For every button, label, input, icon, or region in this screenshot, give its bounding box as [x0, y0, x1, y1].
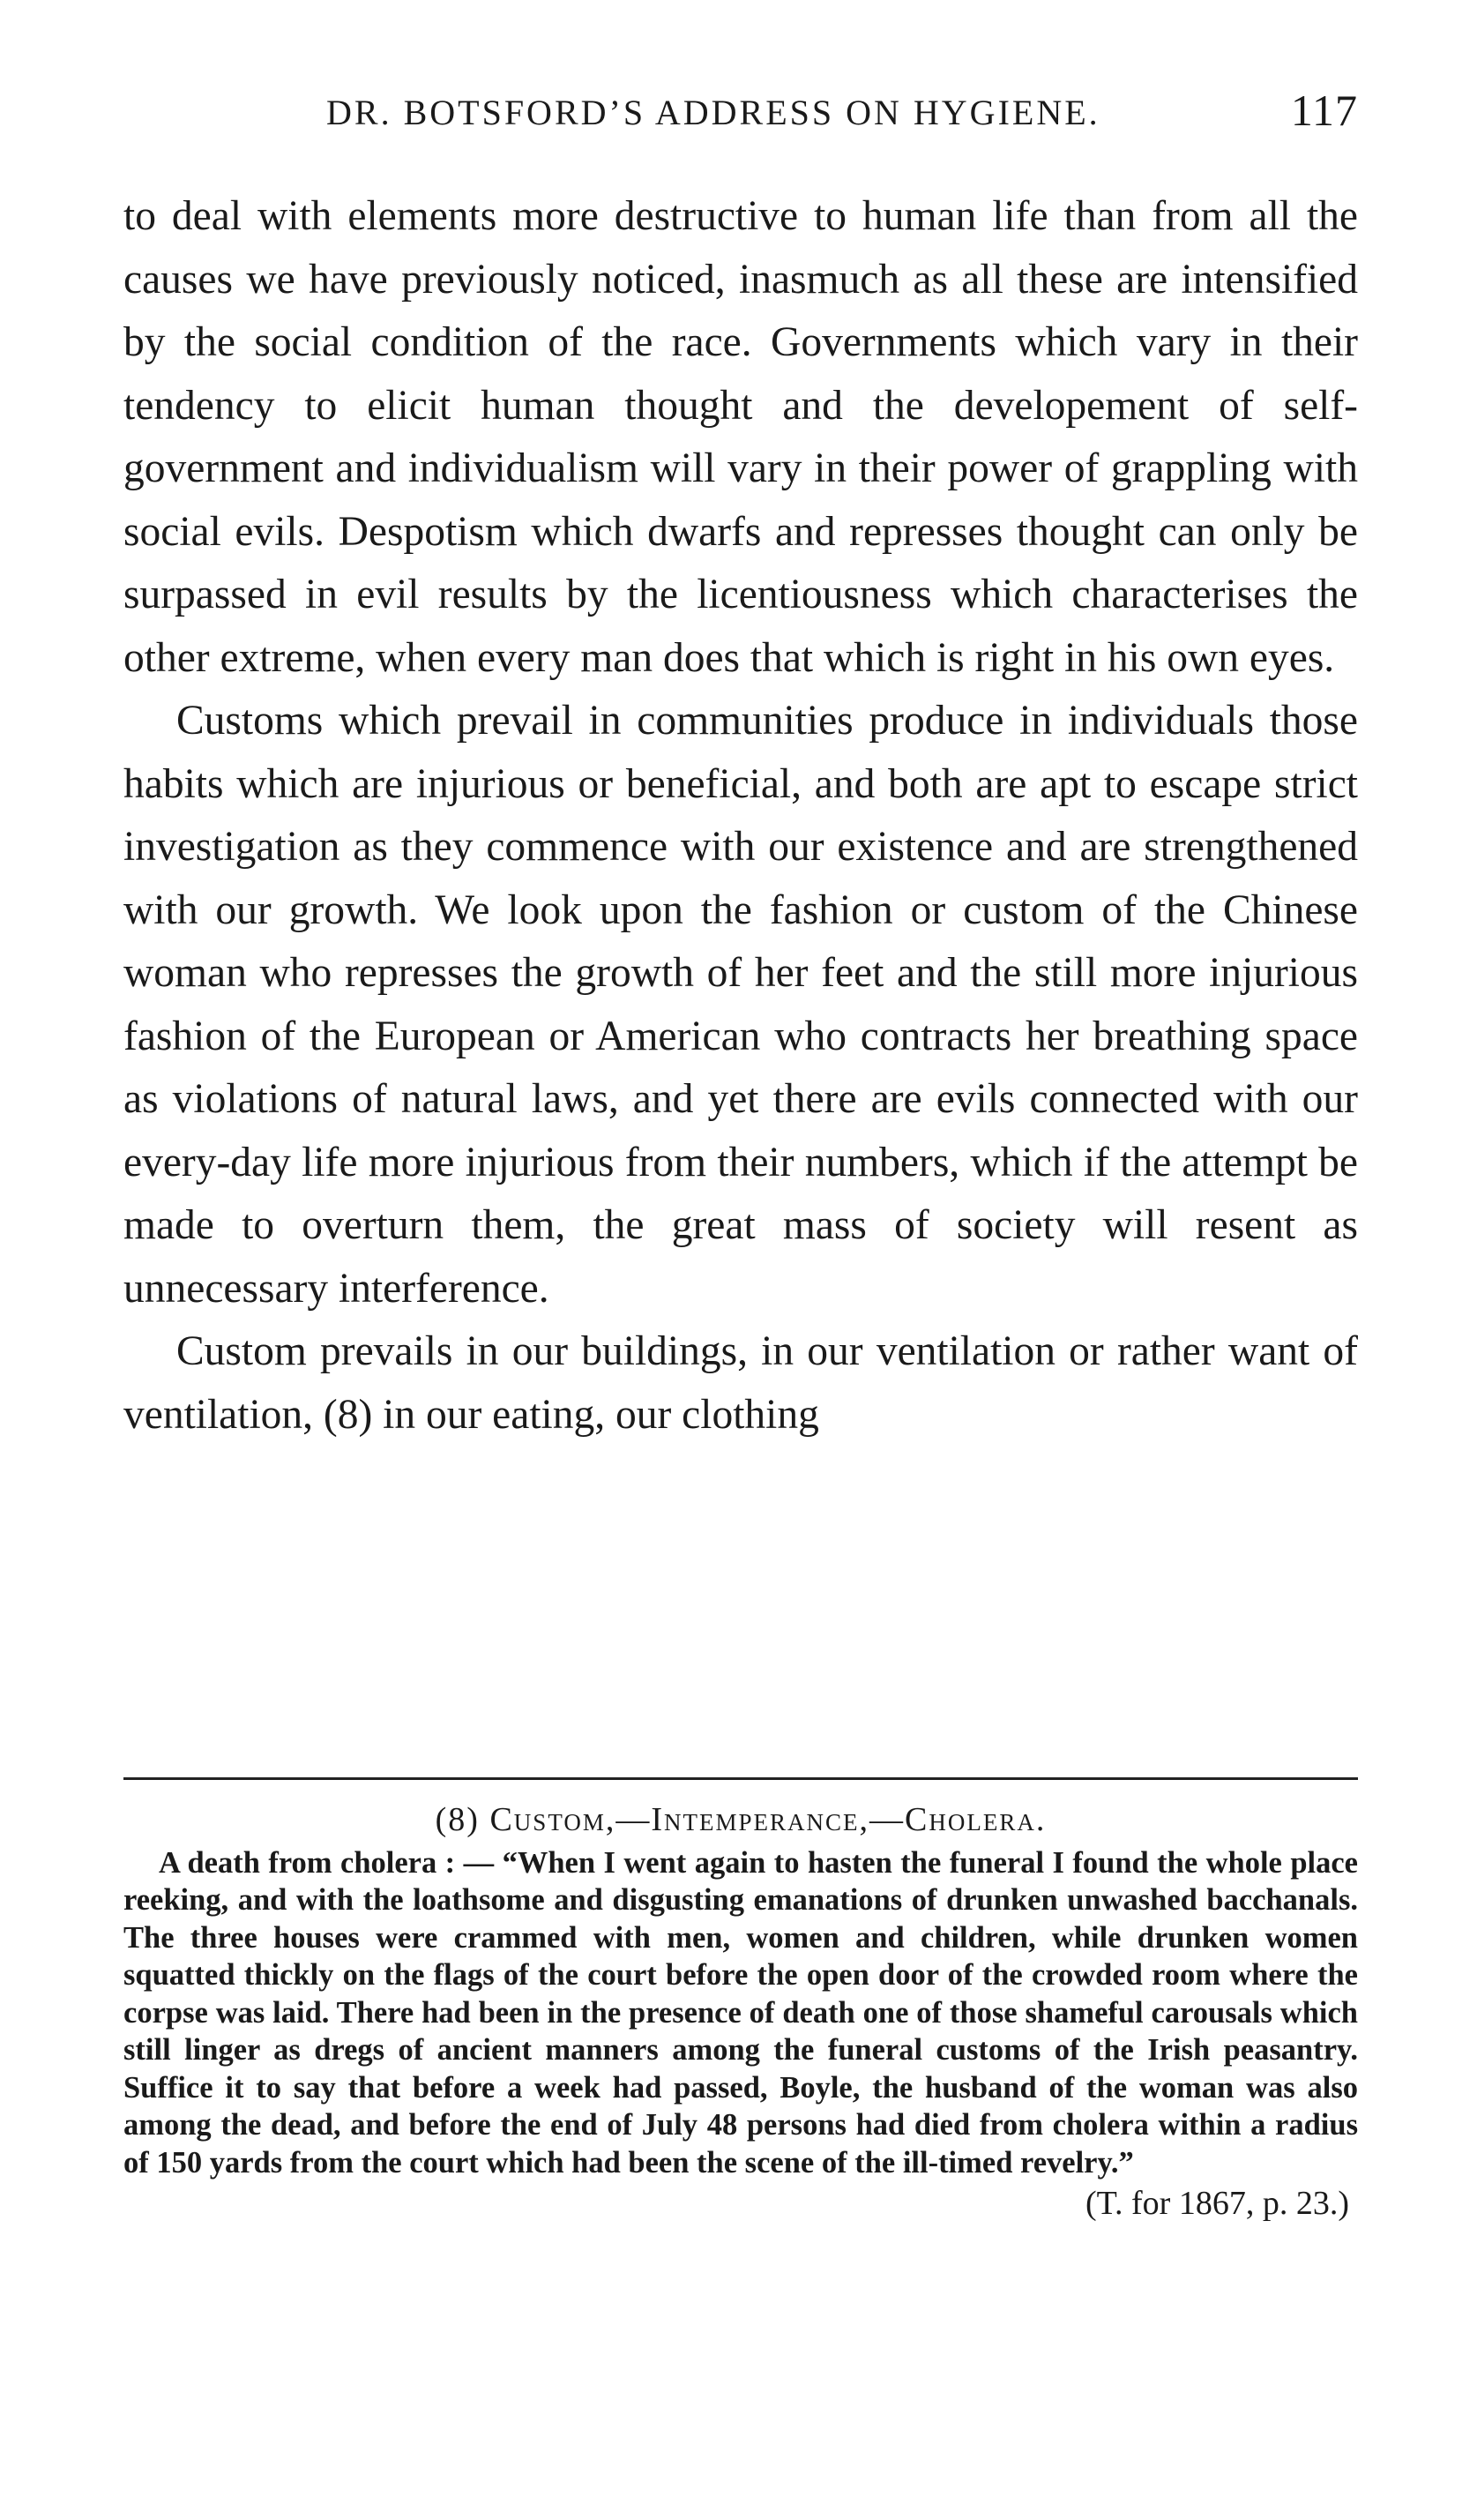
body-text	[123, 185, 1358, 1447]
footnote-source: (T. for 1867, p. 23.)	[1085, 2185, 1349, 2222]
page-number: 117	[1290, 86, 1358, 135]
paragraph: Customs which prevail in communities produce in individuals those habits which are injurious or beneficial, and both are apt to escape strict investigation as they commence with our existence and are strengthened with our growth. We look upon the fashion or custom of the Chinese woman who represses the growth of her feet and the still more injurious fashion of the European or American who contracts her breathing space as violations of natural laws, and yet there are evils connected with our every-day life more injurious from their numbers, which if the attempt be made to overturn them, the great mass of society will resent as unnecessary interference.	[123, 698, 1358, 1312]
footnote-heading: (8) Custom,—Intemperance,—Cholera.	[435, 1801, 1047, 1838]
paragraph: Custom prevails in our buildings, in our ventilation or rather want of ventilation, (8) in our eating, our clothing	[123, 1328, 1358, 1438]
running-title: DR. BOTSFORD’S ADDRESS ON HYGIENE.	[326, 93, 1100, 132]
paragraph: to deal with elements more destructive to human life than from all the causes we have previously noticed, inasmuch as all these are intensified by the social condition of the race. Governments which vary in their tendency to elicit human thought and the developement of self-government and individualism will vary in their power of grappling with social evils. Despotism which dwarfs and represses thought can only be surpassed in evil results by the licentiousness which characterises the other extreme, when every man does that which is right in his own eyes.	[123, 193, 1358, 681]
footnote-divider	[123, 1777, 1358, 1780]
running-head	[123, 85, 1358, 138]
footnote-text: A death from cholera : — “When I went again to hasten the funeral I found the whole place reeking, and with the loathsome and disgusting emanations of drunken unwashed bacchanals. The three houses were crammed with men, women and children, while drunken women squatted thickly on the flags of the court before the open door of the crowded room where the corpse was laid. There had been in the presence of death one of those shameful carousals which still linger as dregs of ancient manners among the funeral customs of the Irish peasantry. Suffice it to say that before a week had passed, Boyle, the husband of the woman was also among the dead, and before the end of July 48 persons had died from cholera within a radius of 150 yards from the court which had been the scene of the ill-timed revelry.”	[123, 1845, 1358, 2180]
footnote	[123, 1801, 1358, 2223]
